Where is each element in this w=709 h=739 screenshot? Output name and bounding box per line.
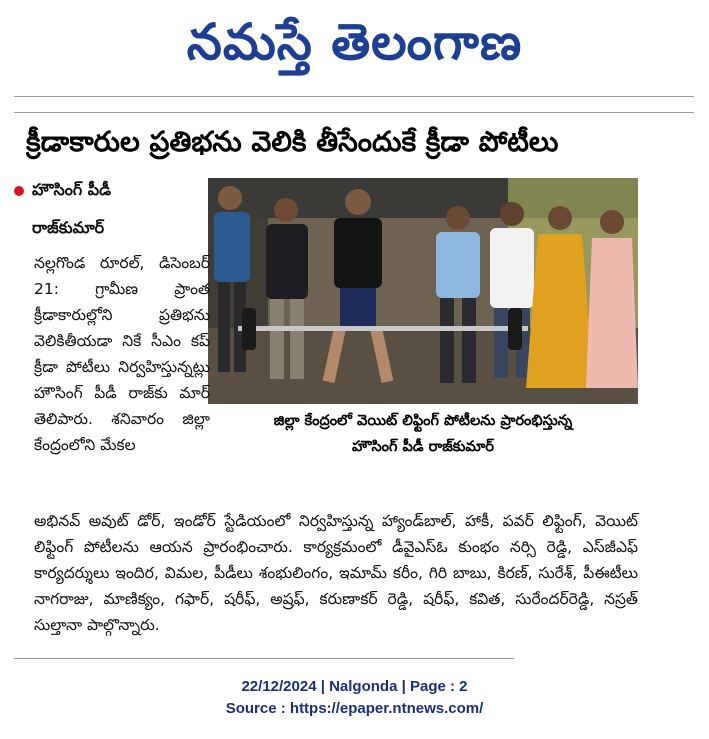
footer-source[interactable]: Source : https://epaper.ntnews.com/ bbox=[225, 700, 484, 717]
footer-separator-1: | bbox=[316, 678, 330, 695]
clipping-footer bbox=[0, 676, 709, 720]
footer-separator-2: | bbox=[397, 678, 410, 695]
article-body-full bbox=[34, 508, 638, 638]
headline-divider bbox=[14, 112, 694, 113]
footer-page: Page : 2 bbox=[409, 678, 468, 695]
weightlifting-photo-icon bbox=[208, 178, 638, 404]
article-headline: క్రీడాకారుల ప్రతిభను వెలికి తీసేందుకే క్రీడా పోటీలు bbox=[26, 125, 559, 158]
footer-edition: Nalgonda bbox=[329, 678, 398, 695]
newspaper-masthead: నమస్తే తెలంగాణ bbox=[186, 12, 523, 71]
caption-line-2: హౌసింగ్ పీడీ రాజ్‌కుమార్ bbox=[352, 439, 494, 455]
caption-line-1: జిల్లా కేంద్రంలో వెయిట్ లిఫ్టింగ్ పోటీలను ప్రారంభిస్తున్న bbox=[273, 413, 573, 429]
byline-name: రాజ్‌కుమార్ bbox=[32, 218, 105, 237]
byline-title: హౌసింగ్ పీడీ bbox=[32, 180, 111, 199]
footer-date: 22/12/2024 bbox=[241, 678, 317, 695]
article-body-column bbox=[34, 250, 210, 458]
photo-caption bbox=[208, 408, 638, 462]
body-paragraph-column: నల్లగొండ రూరల్, డిసెంబర్ 21: గ్రామీణ ప్రాంత క్రీడాకారుల్లోని ప్రతిభను వెలికితీయడా నికే సీఎం కప్ క్రీడా పోటీలు నిర్వహిస్తున్నట్లు హౌసింగ్ పీడీ రాజ్‌కు మార్ తెలిపారు. శనివారం జిల్లా కేంద్రంలోని మేకల bbox=[34, 254, 210, 454]
header-divider bbox=[14, 96, 694, 97]
footer-edition-line bbox=[0, 676, 709, 698]
body-paragraph-full: అభినవ్ అవుట్ డోర్, ఇండోర్ స్టేడియంలో నిర్వహిస్తున్న హ్యాండ్‌బాల్, హాకీ, పవర్ లిఫ్టింగ్, వెయిట్ లిఫ్టింగ్ పోటీలను ఆయన ప్రారంభించారు. కార్యక్రమంలో డీవైఎస్‌ఓ కుంభం నర్సి రెడ్డి, ఎస్‌జీఎఫ్ కార్యదర్శులు ఇందిర, విమల, పీడీలు శంభులింగం, ఇమామ్ కరీం, గిరి బాబు, కిరణ్, సురేశ్, పీఈటీలు నాగరాజు, మాణిక్యం, గఫార్, షరీఫ్, అష్రఫ్, కరుణాకర్ రెడ్డి, షరీఫ్, కవిత, సురేందర్‌రెడ్డి, నస్రత్ సుల్తానా పాల్గొన్నారు. bbox=[34, 512, 638, 634]
footer-divider bbox=[14, 658, 514, 659]
article-photo bbox=[208, 178, 638, 404]
bullet-dot-icon bbox=[14, 186, 24, 196]
